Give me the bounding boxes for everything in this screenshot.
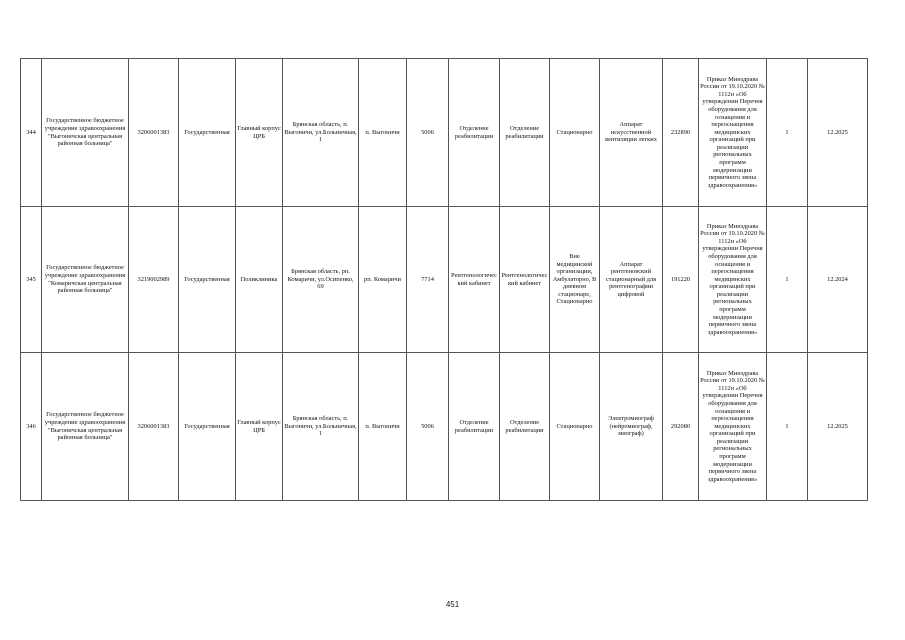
cell-address: Брянская область, рп. Комаричи, ул.Осипенко, 69	[283, 207, 359, 353]
cell-date: 12.2024	[808, 207, 868, 353]
cell-condition: Стационарно	[550, 59, 600, 207]
table-row	[21, 353, 868, 501]
cell-department: Отделение реабилитации	[449, 353, 500, 501]
cell-basis: Приказ Минздрава России от 19.10.2020 № 1112н «Об утверждении Перечня оборудования для оснащения и переоснащения медицинских организаций при реализации региональных программ модернизации первичного звена здравоохранения»	[699, 59, 767, 207]
cell-locality: рп. Комаричи	[359, 207, 407, 353]
cell-locality: п. Выгоничи	[359, 59, 407, 207]
cell-equipment: Аппарат искусственной вентиляции легких	[600, 59, 663, 207]
cell-date: 12.2025	[808, 59, 868, 207]
cell-code: 5006	[407, 353, 449, 501]
cell-institution: Государственное бюджетное учреждение здравоохранения "Выгоничская центральная районная больница"	[42, 59, 129, 207]
cell-equip-code: 232890	[663, 59, 699, 207]
cell-ownership: Государственная	[179, 353, 236, 501]
cell-qty: 1	[767, 59, 808, 207]
cell-num: 345	[21, 207, 42, 353]
cell-code: 5006	[407, 59, 449, 207]
cell-institution: Государственное бюджетное учреждение здравоохранения "Комаричская центральная районная больница"	[42, 207, 129, 353]
table-row	[21, 59, 868, 207]
cell-basis: Приказ Минздрава России от 19.10.2020 № 1112н «Об утверждении Перечня оборудования для оснащения и переоснащения медицинских организаций при реализации региональных программ модернизации первичного звена здравоохранения»	[699, 353, 767, 501]
cell-num: 344	[21, 59, 42, 207]
cell-equip-code: 292080	[663, 353, 699, 501]
cell-num: 346	[21, 353, 42, 501]
cell-qty: 1	[767, 207, 808, 353]
cell-building: Главный корпус ЦРБ	[236, 59, 283, 207]
cell-equip-code: 191220	[663, 207, 699, 353]
cell-department: Рентгенологический кабинет	[449, 207, 500, 353]
cell-code: 7714	[407, 207, 449, 353]
cell-locality: п. Выгоничи	[359, 353, 407, 501]
table-row	[21, 207, 868, 353]
cell-condition: Вне медицинской организации, Амбулаторно, В дневном стационаре, Стационарно	[550, 207, 600, 353]
cell-profile: Отделение реабилитации	[500, 59, 550, 207]
registry-table	[20, 58, 868, 501]
cell-condition: Стационарно	[550, 353, 600, 501]
cell-department: Отделение реабилитации	[449, 59, 500, 207]
page-number: 451	[445, 600, 460, 609]
cell-basis: Приказ Минздрава России от 19.10.2020 № 1112н «Об утверждении Перечня оборудования для оснащения и переоснащения медицинских организаций при реализации региональных программ модернизации первичного звена здравоохранения»	[699, 207, 767, 353]
cell-address: Брянская область, п. Выгоничи, ул.Больничная, 1	[283, 353, 359, 501]
cell-profile: Рентгенологический кабинет	[500, 207, 550, 353]
cell-inn: 3206001383	[129, 59, 179, 207]
cell-ownership: Государственная	[179, 59, 236, 207]
cell-address: Брянская область, п. Выгоничи, ул.Больничная, 1	[283, 59, 359, 207]
cell-building: Главный корпус ЦРБ	[236, 353, 283, 501]
cell-institution: Государственное бюджетное учреждение здравоохранения "Выгоничская центральная районная больница"	[42, 353, 129, 501]
cell-equipment: Электромиограф (нейромиограф, миограф)	[600, 353, 663, 501]
cell-ownership: Государственная	[179, 207, 236, 353]
cell-inn: 3219002989	[129, 207, 179, 353]
cell-profile: Отделение реабилитации	[500, 353, 550, 501]
cell-building: Поликлиника	[236, 207, 283, 353]
cell-date: 12.2025	[808, 353, 868, 501]
cell-inn: 3206001383	[129, 353, 179, 501]
cell-equipment: Аппарат рентгеновский стационарный для рентгенографии цифровой	[600, 207, 663, 353]
cell-qty: 1	[767, 353, 808, 501]
